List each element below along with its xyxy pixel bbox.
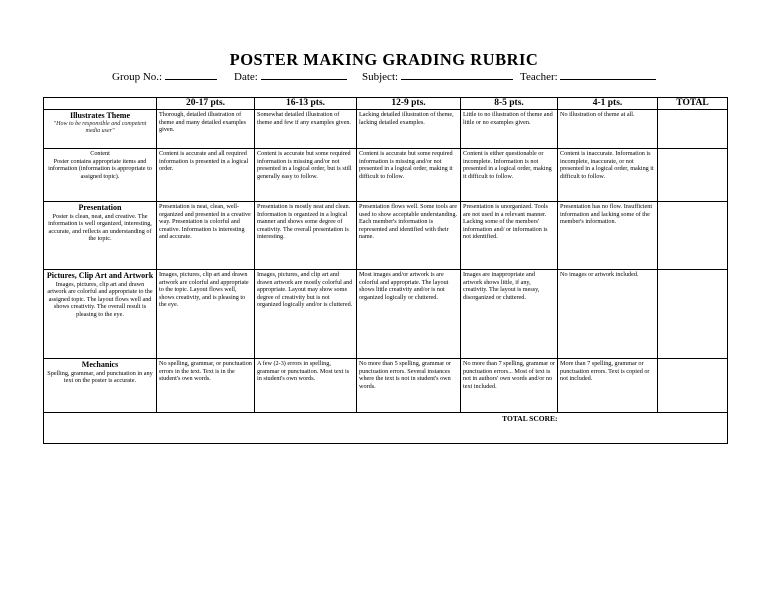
column-header: 20-17 pts. <box>157 98 255 110</box>
score-cell: Images, pictures, clip art and drawn artwork are colorful and appropriate to the topic. Layout flows well, shows creativity, and is pleasing to the eye. <box>157 270 255 359</box>
score-cell: Images are inappropriate and artwork shows little, if any, creativity. The layout is messy, disorganized or cluttered. <box>461 270 558 359</box>
teacher-label: Teacher: <box>520 71 558 83</box>
score-cell: More than 7 spelling, grammar or punctuation errors. Text is copied or not included. <box>558 359 658 413</box>
total-cell[interactable] <box>658 202 728 270</box>
criterion-cell <box>44 110 157 149</box>
criterion-name: Illustrates Theme <box>69 111 131 121</box>
score-cell: Presentation is neat, clean, well-organized and presented in a creative way. Presentation is colorful and creative. Information is interesting and accurate. <box>157 202 255 270</box>
date-label: Date: <box>234 71 258 83</box>
table-row <box>44 110 728 149</box>
header-row <box>44 98 728 110</box>
score-cell: No illustration of theme at all. <box>558 110 658 149</box>
criterion-name: Mechanics <box>81 360 119 370</box>
criterion-subtitle: "How to be responsible and competent media user" <box>53 120 147 135</box>
total-score-label-cell <box>44 413 558 444</box>
criterion-description: Poster is clean, neat, and creative. The information is well organized, interesting, accurate, and reflects an understanding of the topic. <box>48 212 152 243</box>
page-title: POSTER MAKING GRADING RUBRIC <box>229 50 539 69</box>
table-row <box>44 359 728 413</box>
group-label: Group No.: <box>112 71 163 83</box>
table-row <box>44 149 728 202</box>
score-cell: A few (2-3) errors in spelling, grammar or punctuation. Most text is in student's own words. <box>255 359 357 413</box>
date-field[interactable] <box>234 69 347 83</box>
score-cell: Content is inaccurate. Information is incomplete, inaccurate, or not presented in a logical order, making it difficult to follow. <box>558 149 658 202</box>
criterion-name: Content <box>90 150 110 158</box>
score-cell: No images or artwork included. <box>558 270 658 359</box>
subject-field[interactable] <box>362 69 513 83</box>
score-cell: Content is accurate and all required information is presented in a logical order. <box>157 149 255 202</box>
score-cell: No more than 5 spelling, grammar or punctuation errors. Several instances where the text is not in student's own words. <box>357 359 461 413</box>
total-score-label: TOTAL SCORE: <box>502 414 558 424</box>
teacher-blank[interactable] <box>560 69 656 80</box>
column-header <box>44 98 157 110</box>
score-cell: Lacking detailed illustration of theme, lacking detailed examples. <box>357 110 461 149</box>
criterion-cell <box>44 270 157 359</box>
criterion-name: Pictures, Clip Art and Artwork <box>46 271 154 281</box>
score-cell: Most images and/or artwork is are colorful and appropriate. The layout shows little creativity and/or is not organized logically or cluttered. <box>357 270 461 359</box>
rubric-table <box>43 97 728 444</box>
score-cell: Presentation is unorganized. Tools are not used in a relevant manner. Lacking some of the members' information and/ or information is not identified. <box>461 202 558 270</box>
group-blank[interactable] <box>165 69 217 80</box>
group-field[interactable] <box>112 69 217 83</box>
total-score-value[interactable] <box>558 413 728 444</box>
column-header: TOTAL <box>658 98 728 110</box>
score-cell: No more than 7 spelling, grammar or punctuation errors... Most of text is not in authors' own words and/or no text included. <box>461 359 558 413</box>
table-row <box>44 202 728 270</box>
score-cell: Content is accurate but some required information is missing and/or not presented in a logical order, but is still generally easy to follow. <box>255 149 357 202</box>
criterion-cell <box>44 149 157 202</box>
score-cell: Content is either questionable or incomplete. Information is not presented in a logical order, making it difficult to follow. <box>461 149 558 202</box>
criterion-name: Presentation <box>78 203 122 213</box>
criterion-description: Images, pictures, clip art and drawn artwork are colorful and appropriate to the assigned topic. The layout flows well and shows creativity. The overall result is pleasing to the eye. <box>47 280 153 318</box>
score-cell: Little to no illustration of theme and little or no examples given. <box>461 110 558 149</box>
column-header: 4-1 pts. <box>558 98 658 110</box>
criterion-cell <box>44 202 157 270</box>
score-cell: Thorough, detailed illustration of theme and many detailed examples given. <box>157 110 255 149</box>
criterion-description: Spelling, grammar, and punctuation in any text on the poster is accurate. <box>47 369 153 385</box>
score-cell: Somewhat detailed illustration of theme and few if any examples given. <box>255 110 357 149</box>
score-cell: Presentation flows well. Some tools are used to show acceptable understanding. Each member's information is represented and identified with their name. <box>357 202 461 270</box>
teacher-field[interactable] <box>520 69 656 83</box>
score-cell: No spelling, grammar, or punctuation errors in the text. Text is in the student's own words. <box>157 359 255 413</box>
score-cell: Presentation has no flow. Insufficient information and lacking some of the member's information. <box>558 202 658 270</box>
score-cell: Images, pictures, and clip art and drawn artwork are mostly colorful and appropriate. Layout may show some degree of creativity but is not organized logically and/or is cluttered. <box>255 270 357 359</box>
criterion-cell <box>44 359 157 413</box>
column-header: 12-9 pts. <box>357 98 461 110</box>
total-cell[interactable] <box>658 149 728 202</box>
total-cell[interactable] <box>658 359 728 413</box>
table-row <box>44 270 728 359</box>
subject-blank[interactable] <box>401 69 513 80</box>
column-header: 16-13 pts. <box>255 98 357 110</box>
criterion-description: Poster contains appropriate items and information (information is appropriate to assigned topic). <box>48 157 152 180</box>
subject-label: Subject: <box>362 71 399 83</box>
total-cell[interactable] <box>658 270 728 359</box>
total-cell[interactable] <box>658 110 728 149</box>
total-score-row <box>44 413 728 444</box>
score-cell: Content is accurate but some required information is missing and/or not presented in a logical order, making it difficult to follow. <box>357 149 461 202</box>
score-cell: Presentation is mostly neat and clean. Information is organized in a logical manner and shows some degree of creativity. The overall presentation is interesting. <box>255 202 357 270</box>
column-header: 8-5 pts. <box>461 98 558 110</box>
date-blank[interactable] <box>261 69 347 80</box>
